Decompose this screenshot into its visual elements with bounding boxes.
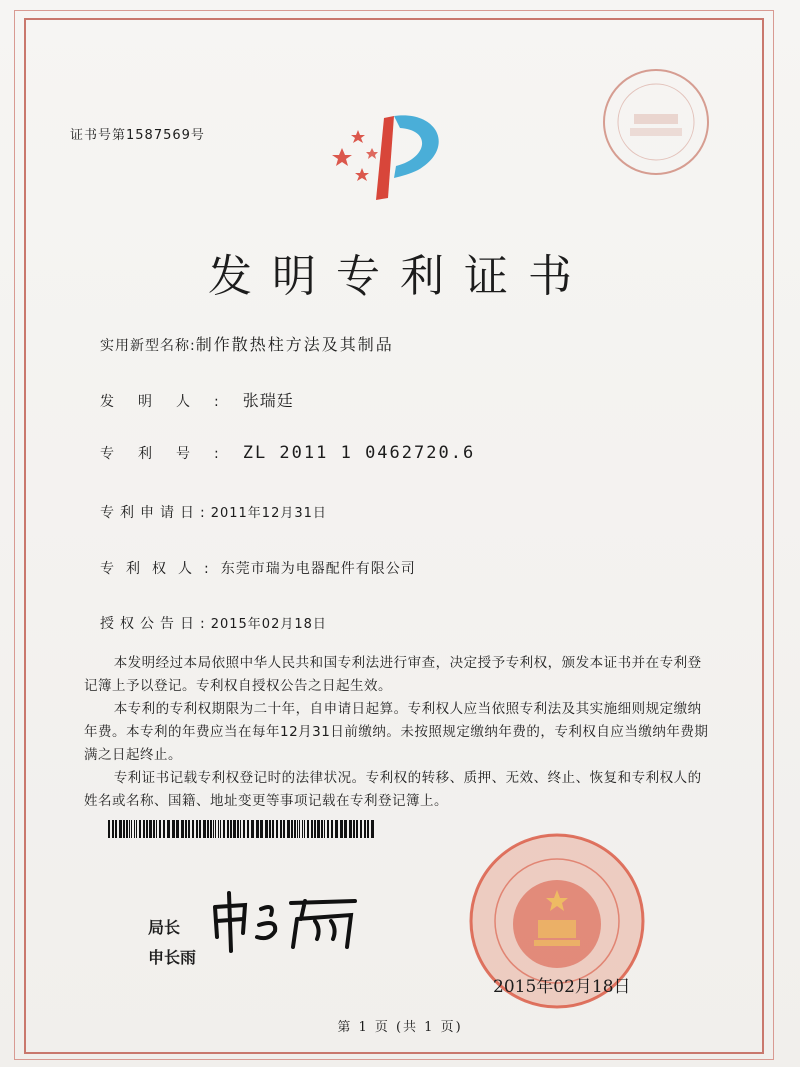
body-paragraph-2: 本专利的专利权期限为二十年，自申请日起算。专利权人应当依照专利法及其实施细则规定缴纳年费。本专利的年费应当在每年12月31日前缴纳。未按照规定缴纳年费的，专利权自应当缴纳年费期满之日起终止。 <box>84 701 709 763</box>
director-name: 申长雨 <box>148 948 197 967</box>
field-patentee <box>100 558 416 578</box>
utility-model-name-value: 制作散热柱方法及其制品 <box>195 335 394 354</box>
body-paragraph-3: 专利证书记载专利权登记时的法律状况。专利权的转移、质押、无效、终止、恢复和专利权人的姓名或名称、国籍、地址变更等事项记载在专利登记簿上。 <box>84 770 702 809</box>
page-number: 第 1 页 (共 1 页) <box>337 1020 463 1035</box>
utility-model-name-label: 实用新型名称: <box>100 338 196 354</box>
inventor-value: 张瑞廷 <box>242 391 294 410</box>
certificate-title: 发明专利证书 <box>208 251 592 302</box>
field-announcement-date <box>100 613 327 633</box>
field-patent-no <box>100 443 475 463</box>
barcode-icon <box>108 820 376 838</box>
director-signature <box>205 885 365 955</box>
field-utility-model-name <box>100 332 394 355</box>
seal-date: 2015年02月18日 <box>493 977 631 997</box>
patentee-label: 专利权人: <box>100 561 221 577</box>
patent-no-label: 专利号: <box>100 446 243 462</box>
application-date-value: 2011年12月31日 <box>210 506 327 521</box>
application-date-label: 专利申请日: <box>100 505 211 521</box>
body-paragraph-1: 本发明经过本局依照中华人民共和国专利法进行审查，决定授予专利权，颁发本证书并在专利登记簿上予以登记。专利权自授权公告之日起生效。 <box>84 655 702 694</box>
field-application-date <box>100 502 327 522</box>
certificate-number: 证书号第1587569号 <box>70 128 205 143</box>
director-title: 局长 <box>148 918 181 937</box>
announcement-date-label: 授权公告日: <box>100 616 211 632</box>
field-inventor <box>100 388 294 411</box>
certificate-body <box>84 652 714 813</box>
inventor-label: 发明人: <box>100 394 243 410</box>
patentee-value: 东莞市瑞为电器配件有限公司 <box>220 561 416 577</box>
announcement-date-value: 2015年02月18日 <box>210 617 327 632</box>
office-stamp-icon <box>600 66 712 178</box>
patent-no-value: ZL 2011 1 0462720.6 <box>242 443 476 463</box>
cnipa-logo-icon <box>328 108 458 206</box>
